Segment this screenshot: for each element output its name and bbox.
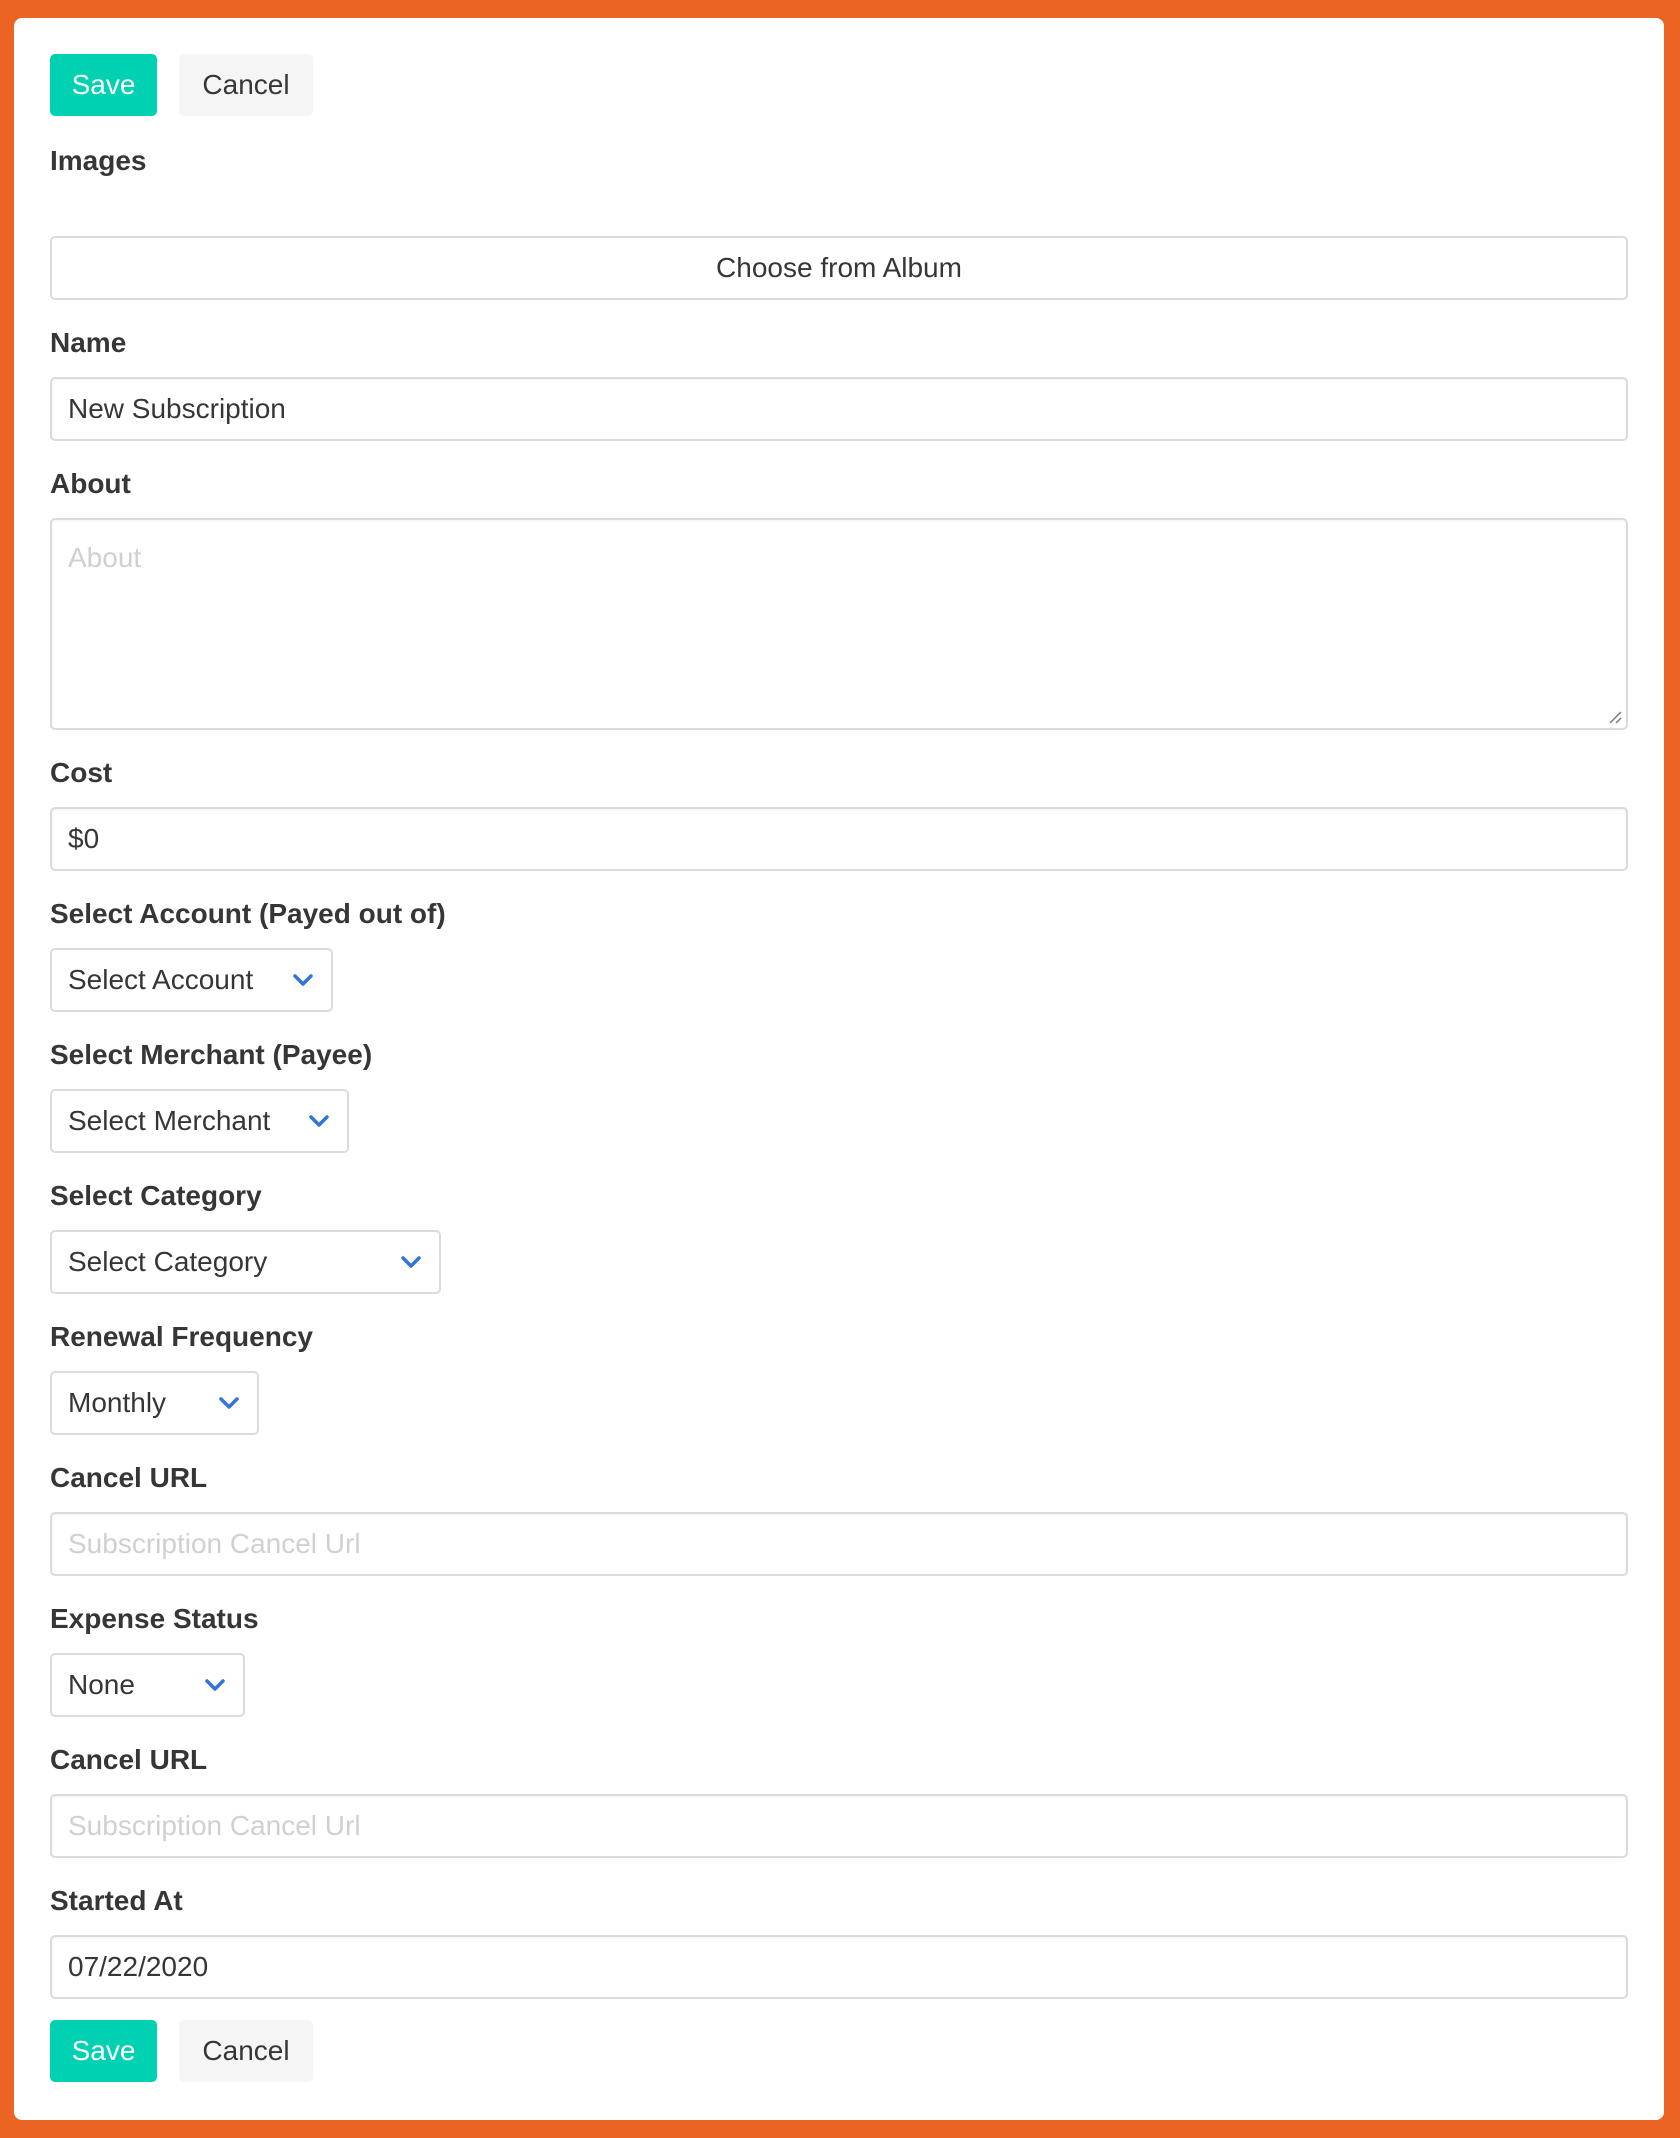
about-label: About (50, 468, 131, 499)
name-input[interactable]: New Subscription (50, 377, 1628, 441)
about-placeholder: About (68, 542, 142, 573)
cancel-button-bottom[interactable]: Cancel (179, 2020, 313, 2082)
started-at-input[interactable]: 07/22/2020 (50, 1935, 1628, 1999)
account-select-value: Select Account (68, 964, 254, 995)
merchant-label: Select Merchant (Payee) (50, 1039, 373, 1070)
renewal-select[interactable] (50, 1371, 259, 1435)
cost-input[interactable]: $0 (50, 807, 1628, 871)
merchant-select-value: Select Merchant (68, 1105, 271, 1136)
save-button-bottom[interactable]: Save (50, 2020, 157, 2082)
choose-from-album-button[interactable]: Choose from Album (50, 236, 1628, 300)
chevron-down-icon (399, 1250, 423, 1274)
cancel-url-label: Cancel URL (50, 1462, 208, 1493)
save-button-top[interactable]: Save (50, 54, 157, 116)
category-select-value: Select Category (68, 1246, 268, 1277)
chevron-down-icon (217, 1391, 241, 1415)
expense-status-select[interactable] (50, 1653, 245, 1717)
resize-grip-icon[interactable] (1608, 710, 1622, 724)
started-at-label: Started At (50, 1885, 183, 1916)
chevron-down-icon (203, 1673, 227, 1697)
cancel-url-input[interactable]: Subscription Cancel Url (50, 1512, 1628, 1576)
renewal-label: Renewal Frequency (50, 1321, 313, 1352)
cancel-button-top[interactable]: Cancel (179, 54, 313, 116)
category-select[interactable] (50, 1230, 441, 1294)
images-label: Images (50, 145, 147, 176)
cancel-url-input-2[interactable]: Subscription Cancel Url (50, 1794, 1628, 1858)
cost-label: Cost (50, 757, 113, 788)
name-label: Name (50, 327, 127, 358)
top-button-row (50, 54, 313, 116)
chevron-down-icon (307, 1109, 331, 1133)
expense-status-select-value: None (68, 1669, 135, 1700)
expense-status-label: Expense Status (50, 1603, 259, 1634)
renewal-select-value: Monthly (68, 1387, 167, 1418)
category-label: Select Category (50, 1180, 262, 1211)
chevron-down-icon (291, 968, 315, 992)
subscription-form (14, 18, 1664, 2120)
bottom-button-row (50, 2020, 313, 2082)
account-select[interactable] (50, 948, 333, 1012)
account-label: Select Account (Payed out of) (50, 898, 446, 929)
cancel-url-label-2: Cancel URL (50, 1744, 208, 1775)
merchant-select[interactable] (50, 1089, 349, 1153)
about-textarea[interactable] (50, 518, 1628, 730)
